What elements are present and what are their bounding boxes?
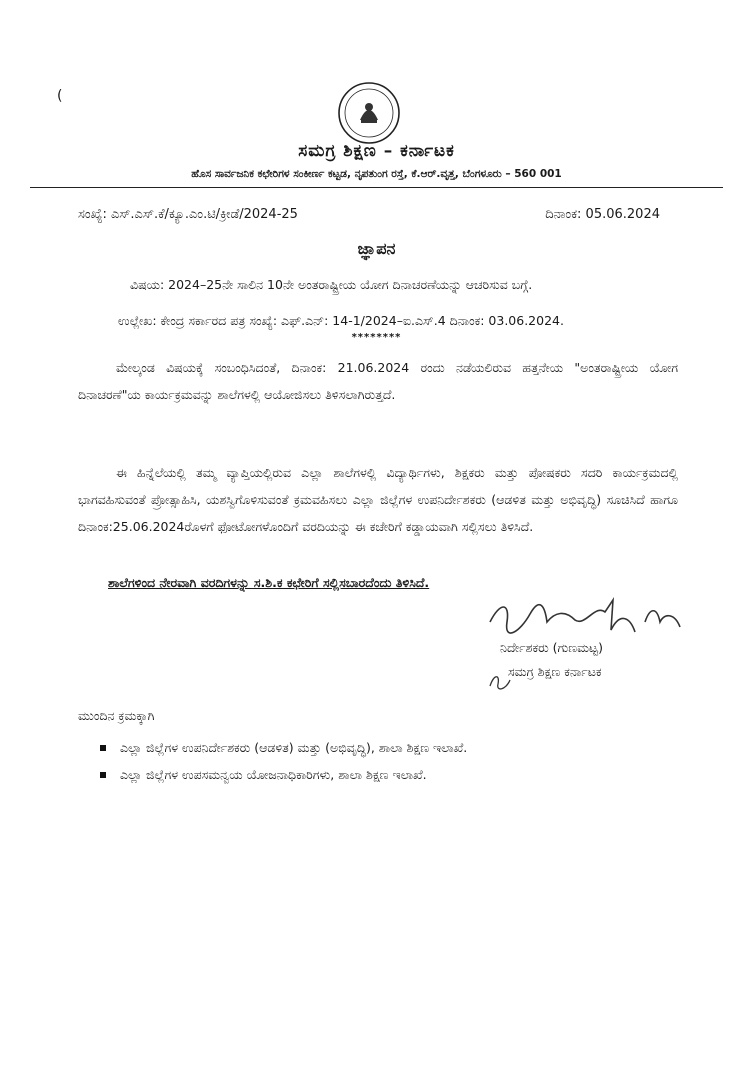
government-emblem-icon — [336, 80, 402, 146]
forward-heading: ಮುಂದಿನ ಕ್ರಮಕ್ಕಾಗಿ — [78, 708, 155, 723]
separator-stars: ******** — [351, 332, 402, 343]
document-date: ದಿನಾಂಕ: 05.06.2024 — [545, 207, 660, 222]
signatory-title: ನಿರ್ದೇಶಕರು (ಗುಣಮಟ್ಟ) — [500, 640, 603, 655]
margin-mark: ( — [57, 88, 63, 104]
body-paragraph-1: ಮೇಲ್ಕಂಡ ವಿಷಯಕ್ಕೆ ಸಂಬಂಧಿಸಿದಂತೆ, ದಿನಾಂಕ: 21.06.2024 ರಂದು ನಡೆಯಲಿರುವ ಹತ್ತನೇಯ "ಅಂತರಾಷ್ಟ್ರೀಯ ಯೋಗ ದಿನಾಚರಣೆ"ಯ ಕಾರ್ಯಕ್ರಮವನ್ನು ಶಾಲೆಗಳಲ್ಲಿ ಆಯೋಜಿಸಲು ತಿಳಿಸಲಾಗಿರುತ್ತದೆ. — [78, 360, 678, 402]
reference-line: ಉಲ್ಲೇಖ: ಕೇಂದ್ರ ಸರ್ಕಾರದ ಪತ್ರ ಸಂಖ್ಯೆ: ಎಫ್.ಎನ್: 14-1/2024–ಐ.ಎಸ್.4 ದಿನಾಂಕ: 03.06.2024. — [118, 313, 564, 328]
bullet-icon — [100, 745, 106, 751]
header-divider — [30, 187, 723, 188]
instruction-note: ಶಾಲೆಗಳಿಂದ ನೇರವಾಗಿ ವರದಿಗಳನ್ನು ಸ.ಶಿ.ಕ ಕಛೇರಿಗೆ ಸಲ್ಲಿಸಬಾರದೆಂದು ತಿಳಿಸಿದೆ. — [108, 575, 430, 590]
subject-line: ವಿಷಯ: 2024–25ನೇ ಸಾಲಿನ 10ನೇ ಅಂತರಾಷ್ಟ್ರೀಯ ಯೋಗ ದಿನಾಚರಣೆಯನ್ನು ಆಚರಿಸುವ ಬಗ್ಗೆ. — [130, 277, 533, 292]
recipient-text: ಎಲ್ಲಾ ಜಿಲ್ಲೆಗಳ ಉಪಸಮನ್ವಯ ಯೋಜನಾಧಿಕಾರಿಗಳು, ಶಾಲಾ ಶಿಕ್ಷಣ ಇಲಾಖೆ. — [120, 767, 427, 782]
organization-name: ಸಮಗ್ರ ಶಿಕ್ಷಣ – ಕರ್ನಾಟಕ — [298, 141, 455, 161]
body-paragraph-2: ಈ ಹಿನ್ನೆಲೆಯಲ್ಲಿ ತಮ್ಮ ವ್ಯಾಪ್ತಿಯಲ್ಲಿರುವ ಎಲ್ಲಾ ಶಾಲೆಗಳಲ್ಲಿ ವಿದ್ಯಾರ್ಥಿಗಳು, ಶಿಕ್ಷಕರು ಮತ್ತು ಪೋಷಕರು ಸದರಿ ಕಾರ್ಯಕ್ರಮದಲ್ಲಿ ಭಾಗವಹಿಸುವಂತೆ ಪ್ರೋತ್ಸಾಹಿಸಿ, ಯಶಸ್ವಿಗೊಳಿಸುವಂತೆ ಕ್ರಮವಹಿಸಲು ಎಲ್ಲಾ ಜಿಲ್ಲೆಗಳ ಉಪನಿರ್ದೇಶಕರು (ಆಡಳಿತ ಮತ್ತು ಅಭಿವೃದ್ಧಿ) ಸೂಚಿಸಿದೆ ಹಾಗೂ ದಿನಾಂಕ:25.06.2024ರೊಳಗೆ ಫೋಟೋಗಳೊಂದಿಗೆ ವರದಿಯನ್ನು ಈ ಕಚೇರಿಗೆ ಕಡ್ಡಾಯವಾಗಿ ಸಲ್ಲಿಸಲು ತಿಳಿಸಿದೆ. — [78, 465, 678, 534]
recipient-list — [100, 734, 467, 788]
signatory-office: ಸಮಗ್ರ ಶಿಕ್ಷಣ ಕರ್ನಾಟಕ — [508, 664, 602, 679]
organization-address: ಹೊಸ ಸಾರ್ವಜನಿಕ ಕಛೇರಿಗಳ ಸಂಕೀರ್ಣ ಕಟ್ಟಡ, ನೃಪತುಂಗ ರಸ್ತೆ, ಕೆ.ಆರ್.ವೃತ್ತ, ಬೆಂಗಳೂರು – 560 001 — [191, 168, 562, 180]
list-item — [100, 761, 467, 788]
signature-scribble — [485, 592, 685, 642]
document-title: ಜ್ಞಾಪನ — [357, 239, 396, 258]
bullet-icon — [100, 772, 106, 778]
recipient-text: ಎಲ್ಲಾ ಜಿಲ್ಲೆಗಳ ಉಪನಿರ್ದೇಶಕರು (ಆಡಳಿತ) ಮತ್ತು (ಅಭಿವೃದ್ಧಿ), ಶಾಲಾ ಶಿಕ್ಷಣ ಇಲಾಖೆ. — [120, 740, 468, 755]
reference-number: ಸಂಖ್ಯೆ: ಎಸ್.ಎಸ್.ಕೆ/ಕ್ಯೂ.ಎಂ.ಟಿ/ಕ್ರೀಡೆ/2024-25 — [78, 207, 298, 222]
list-item — [100, 734, 467, 761]
